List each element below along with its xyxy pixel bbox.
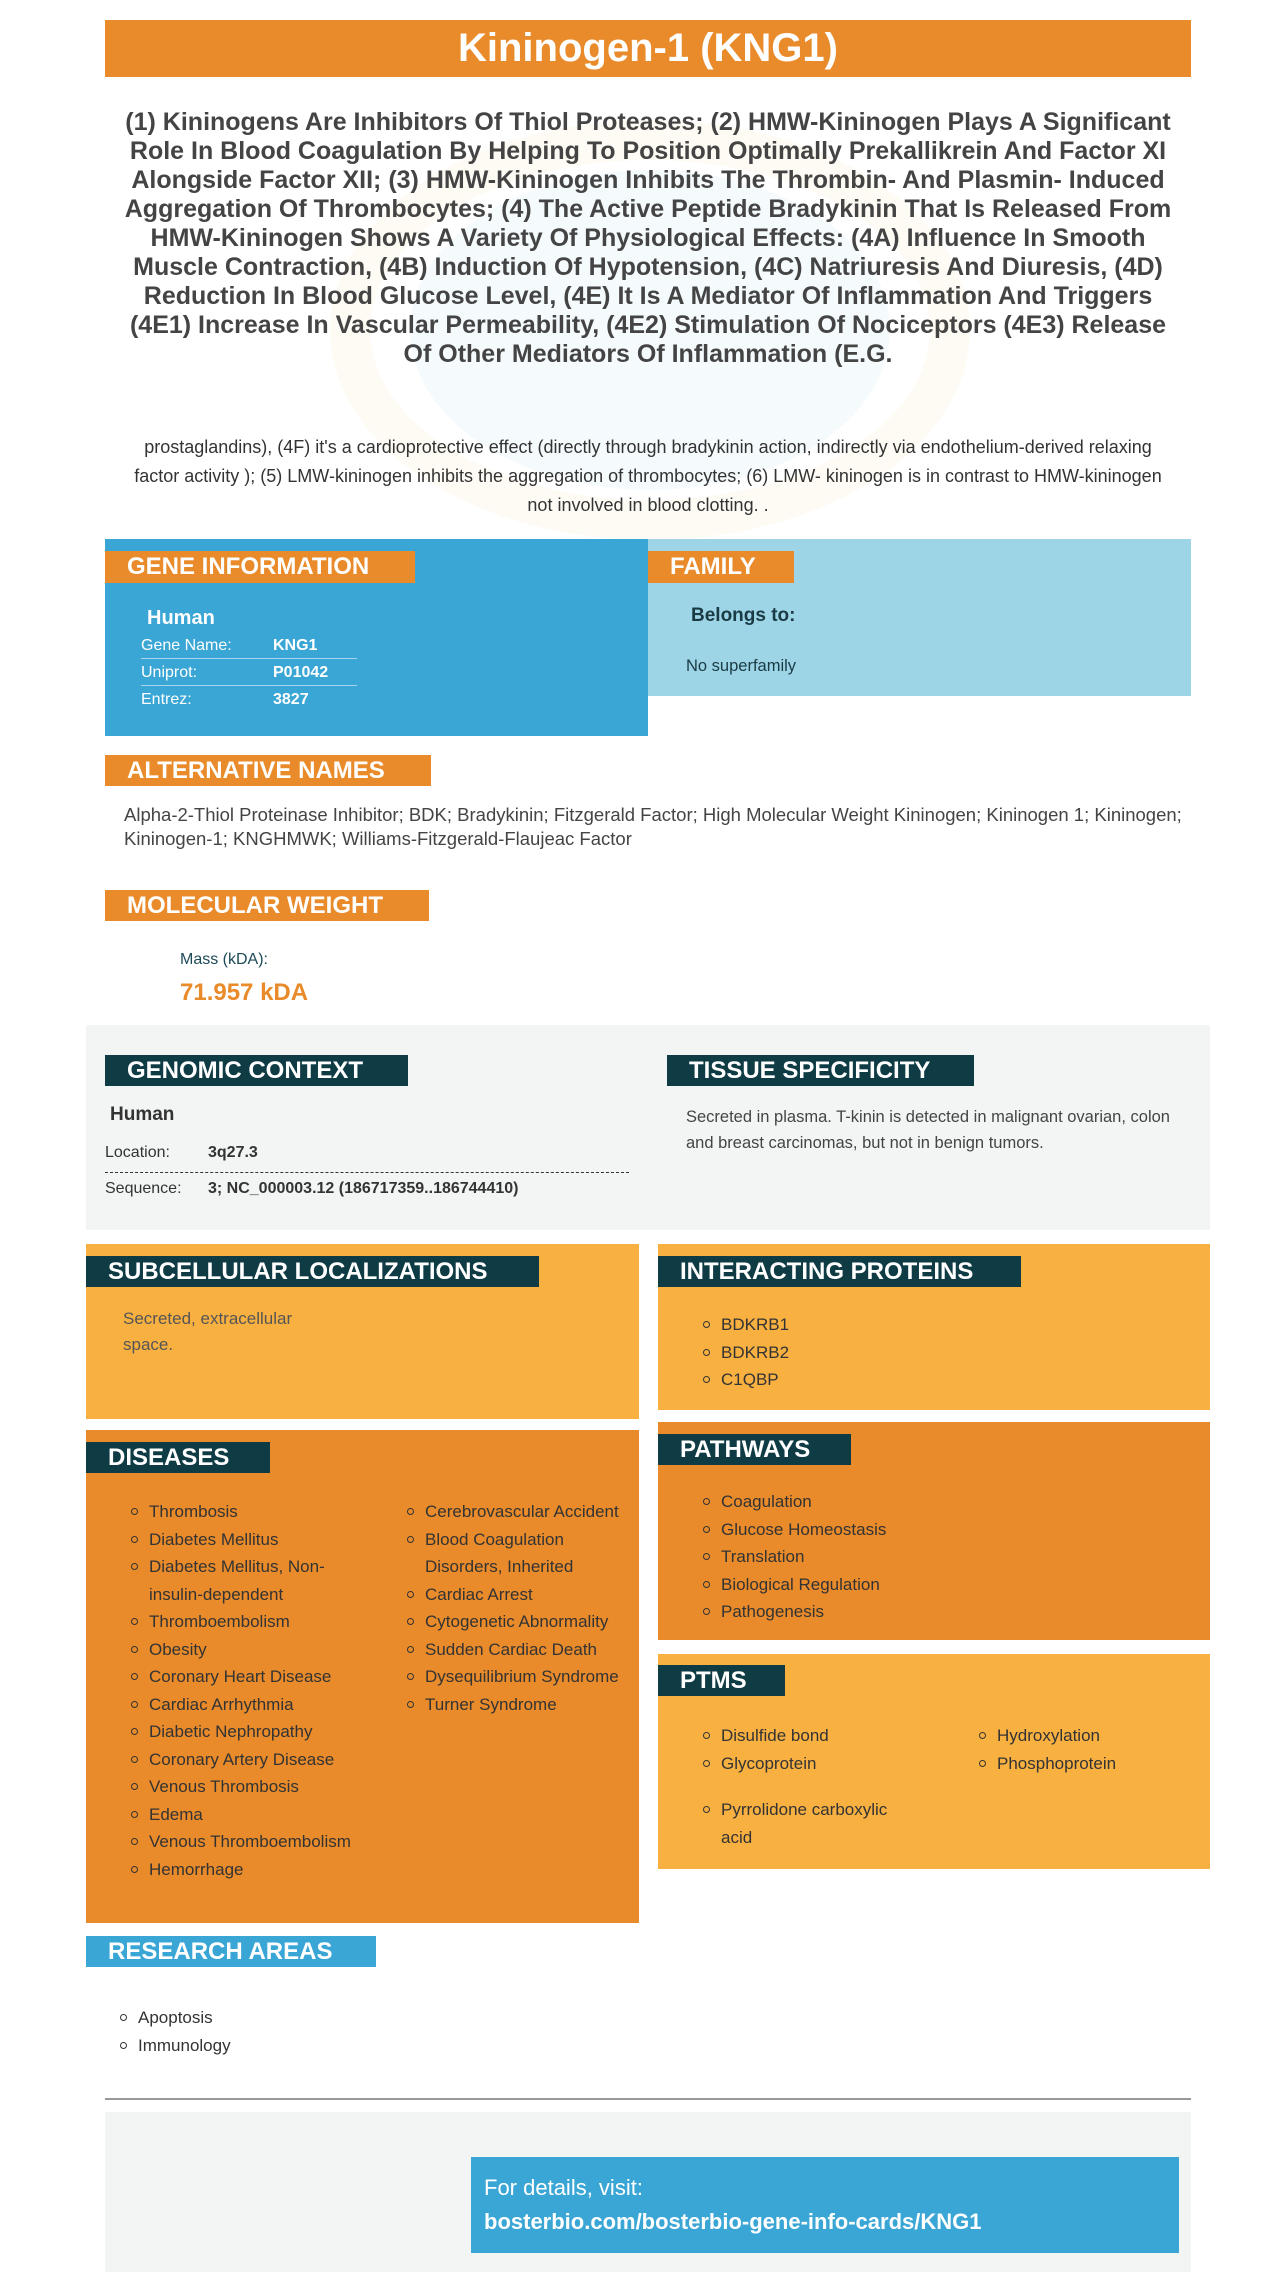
list-item: Turner Syndrome bbox=[407, 1691, 627, 1719]
list-item: BDKRB1 bbox=[703, 1311, 789, 1339]
list-item: Coagulation bbox=[703, 1488, 886, 1516]
list-item: Translation bbox=[703, 1543, 886, 1571]
research-areas-list bbox=[120, 2004, 231, 2059]
entrez-row bbox=[141, 686, 357, 713]
list-item: Cerebrovascular Accident bbox=[407, 1498, 627, 1526]
diseases-panel bbox=[86, 1430, 639, 1923]
gene-name-value: KNG1 bbox=[273, 637, 318, 654]
tissue-specificity-heading: TISSUE SPECIFICITY bbox=[667, 1055, 974, 1086]
research-areas-heading: RESEARCH AREAS bbox=[86, 1936, 376, 1967]
gene-information-heading: GENE INFORMATION bbox=[105, 551, 415, 583]
tissue-specificity-text: Secreted in plasma. T-kinin is detected in malignant ovarian, colon and breast carcinomas, but not in benign tumors. bbox=[686, 1108, 1170, 1152]
function-summary-bold: (1) Kininogens Are Inhibitors Of Thiol Proteases; (2) HMW-Kininogen Plays A Significant Role In Blood Coagulation By Helping To Position Optimally Prekallikrein And Factor XI Alongside Factor XII; (3) HMW-Kininogen Inhibits The Thrombin- And Plasmin- Induced Aggregation Of Thrombocytes; (4) The Active Peptide Bradykinin That Is Released From HMW-Kininogen Shows A Variety Of Physiological Effects: (4A) Influence In Smooth Muscle Contraction, (4B) Induction Of Hypotension, (4C) Natriuresis And Diuresis, (4D) Reduction In Blood Glucose Level, (4E) It Is A Mediator Of Inflammation And Triggers (4E1) Increase In Vascular Permeability, (4E2) Stimulation Of Nociceptors (4E3) Release Of Other Mediators Of Inflammation (E.G. bbox=[124, 108, 1172, 368]
pathways-list bbox=[703, 1488, 886, 1626]
list-item: Venous Thrombosis bbox=[131, 1773, 361, 1801]
list-item: Sudden Cardiac Death bbox=[407, 1636, 627, 1664]
subcellular-line-1: Secreted, extracellular bbox=[123, 1309, 293, 1328]
alternative-names-heading: ALTERNATIVE NAMES bbox=[105, 755, 431, 786]
list-item: Diabetic Nephropathy bbox=[131, 1718, 361, 1746]
list-item: Coronary Artery Disease bbox=[131, 1746, 361, 1774]
family-heading: FAMILY bbox=[648, 551, 794, 583]
genomic-context-heading: GENOMIC CONTEXT bbox=[105, 1055, 408, 1086]
entrez-value: 3827 bbox=[273, 691, 309, 708]
pathways-heading: PATHWAYS bbox=[658, 1434, 851, 1465]
sequence-label: Sequence: bbox=[105, 1180, 182, 1197]
list-item: Cardiac Arrest bbox=[407, 1581, 627, 1609]
list-item: Disulfide bond bbox=[703, 1722, 829, 1750]
uniprot-label: Uniprot: bbox=[141, 664, 198, 681]
function-summary-continued: prostaglandins), (4F) it's a cardioprotective effect (directly through bradykinin action, indirectly via endothelium-derived relaxing factor activity ); (5) LMW-kininogen inhibits the aggregation of thrombocytes; (6) LMW- kininogen is in contrast to HMW-kininogen not involved in blood clotting. . bbox=[134, 437, 1162, 515]
list-item: Hydroxylation bbox=[979, 1722, 1116, 1750]
diseases-heading: DISEASES bbox=[86, 1442, 270, 1473]
details-label: For details, visit: bbox=[484, 2175, 643, 2200]
list-item: Cardiac Arrhythmia bbox=[131, 1691, 361, 1719]
list-item: Venous Thromboembolism bbox=[131, 1828, 361, 1856]
uniprot-row bbox=[141, 659, 357, 686]
subcellular-heading: SUBCELLULAR LOCALIZATIONS bbox=[86, 1256, 539, 1287]
list-item: Apoptosis bbox=[120, 2004, 231, 2032]
interacting-proteins-list bbox=[703, 1311, 789, 1394]
location-label: Location: bbox=[105, 1144, 170, 1161]
list-item: Diabetes Mellitus, Non-insulin-dependent bbox=[131, 1553, 361, 1608]
list-item: Thromboembolism bbox=[131, 1608, 361, 1636]
mass-label: Mass (kDA): bbox=[180, 951, 268, 968]
family-value: No superfamily bbox=[686, 657, 797, 675]
genomic-divider bbox=[105, 1172, 629, 1173]
subcellular-line-2: space. bbox=[123, 1335, 174, 1354]
gene-name-row bbox=[141, 632, 357, 659]
list-item: Edema bbox=[131, 1801, 361, 1829]
list-item: Diabetes Mellitus bbox=[131, 1526, 361, 1554]
diseases-list-col-1 bbox=[131, 1498, 361, 1883]
ptms-list-col-3 bbox=[703, 1796, 903, 1851]
interacting-proteins-heading: INTERACTING PROTEINS bbox=[658, 1256, 1021, 1287]
list-item: Dysequilibrium Syndrome bbox=[407, 1663, 627, 1691]
list-item: Immunology bbox=[120, 2032, 231, 2060]
list-item: Coronary Heart Disease bbox=[131, 1663, 361, 1691]
footer-divider bbox=[105, 2098, 1191, 2100]
gene-species: Human bbox=[147, 607, 215, 629]
page-title: Kininogen-1 (KNG1) bbox=[105, 20, 1191, 77]
list-item: Cytogenetic Abnormality bbox=[407, 1608, 627, 1636]
list-item: Pyrrolidone carboxylic acid bbox=[703, 1796, 903, 1851]
list-item: Pathogenesis bbox=[703, 1598, 886, 1626]
family-belongs-to: Belongs to: bbox=[691, 605, 796, 626]
location-value: 3q27.3 bbox=[208, 1144, 258, 1161]
details-link-box[interactable] bbox=[471, 2157, 1179, 2253]
list-item: Glycoprotein bbox=[703, 1750, 829, 1778]
mass-value: 71.957 kDA bbox=[180, 979, 309, 1006]
molecular-weight-heading: MOLECULAR WEIGHT bbox=[105, 890, 429, 921]
list-item: Blood Coagulation Disorders, Inherited bbox=[407, 1526, 627, 1581]
gene-name-label: Gene Name: bbox=[141, 637, 232, 654]
list-item: BDKRB2 bbox=[703, 1339, 789, 1367]
alternative-names-text: Alpha-2-Thiol Proteinase Inhibitor; BDK; Bradykinin; Fitzgerald Factor; High Molecular Weight Kininogen; Kininogen 1; Kininogen; Kininogen-1; KNGHMWK; Williams-Fitzgerald-Flaujeac Factor bbox=[124, 804, 1182, 849]
list-item: Phosphoprotein bbox=[979, 1750, 1116, 1778]
ptms-list-col-2 bbox=[979, 1722, 1116, 1777]
diseases-list-col-2 bbox=[407, 1498, 627, 1718]
list-item: Biological Regulation bbox=[703, 1571, 886, 1599]
entrez-label: Entrez: bbox=[141, 691, 192, 708]
details-link[interactable]: bosterbio.com/bosterbio-gene-info-cards/KNG1 bbox=[484, 2209, 982, 2234]
ptms-heading: PTMS bbox=[658, 1665, 785, 1696]
sequence-value: 3; NC_000003.12 (186717359..186744410) bbox=[208, 1180, 519, 1197]
list-item: Thrombosis bbox=[131, 1498, 361, 1526]
genomic-species: Human bbox=[110, 1104, 175, 1125]
ptms-list-col-1 bbox=[703, 1722, 829, 1777]
list-item: Hemorrhage bbox=[131, 1856, 361, 1884]
list-item: Obesity bbox=[131, 1636, 361, 1664]
uniprot-value: P01042 bbox=[273, 664, 329, 681]
list-item: Glucose Homeostasis bbox=[703, 1516, 886, 1544]
list-item: C1QBP bbox=[703, 1366, 789, 1394]
